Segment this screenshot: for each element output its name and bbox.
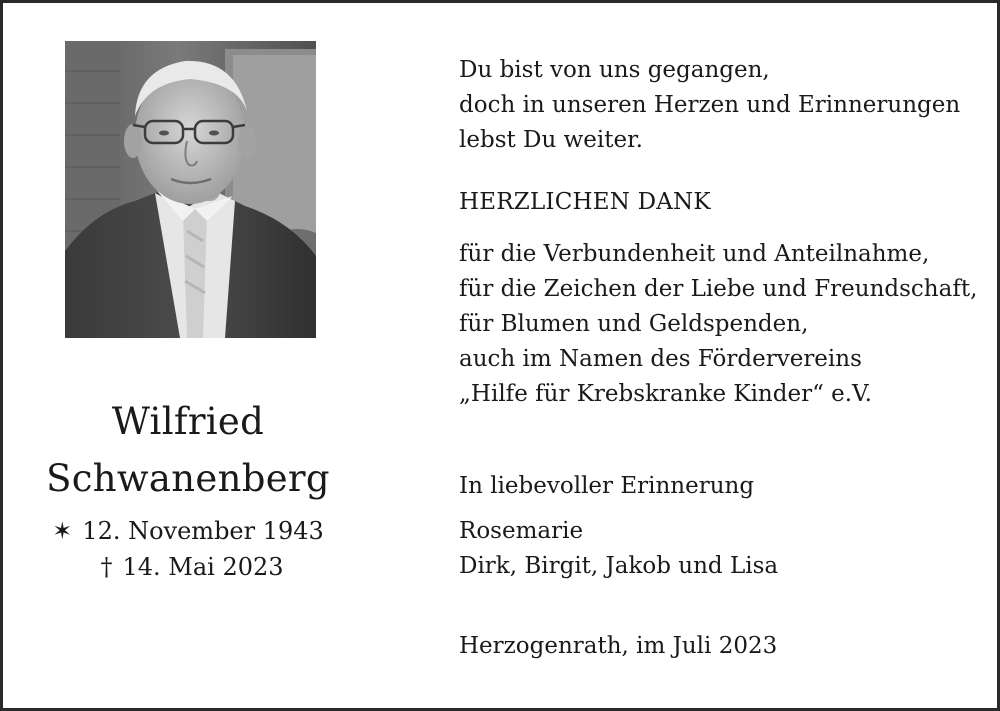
deceased-last-name: Schwanenberg — [46, 457, 330, 500]
birth-date: 12. November 1943 — [82, 517, 324, 545]
deceased-first-name: Wilfried — [111, 400, 265, 443]
poem-line: doch in unseren Herzen und Erinnerungen — [459, 92, 961, 118]
memory-intro: In liebevoller Erinnerung — [459, 473, 755, 499]
thanks-line: auch im Namen des Fördervereins — [459, 346, 862, 372]
death-date: 14. Mai 2023 — [122, 553, 284, 581]
star-icon: ✶ — [52, 517, 73, 545]
thanks-line: für die Zeichen der Liebe und Freundschaft, — [459, 276, 978, 302]
portrait-image — [65, 41, 316, 338]
thanks-heading: HERZLICHEN DANK — [459, 189, 711, 215]
death-date-line — [37, 550, 347, 584]
poem-line: Du bist von uns gegangen, — [459, 57, 770, 83]
thanks-line: „Hilfe für Krebskranke Kinder“ e.V. — [459, 381, 872, 407]
thanks-line: für die Verbundenheit und Anteilnahme, — [459, 241, 930, 267]
family-name-line: Dirk, Birgit, Jakob und Lisa — [459, 553, 779, 579]
family-names — [459, 514, 778, 584]
thanks-line: für Blumen und Geldspenden, — [459, 311, 809, 337]
place-date: Herzogenrath, im Juli 2023 — [459, 633, 778, 659]
poem — [459, 53, 960, 158]
poem-line: lebst Du weiter. — [459, 127, 643, 153]
thanks-text — [459, 237, 977, 412]
family-name-line: Rosemarie — [459, 518, 584, 544]
birth-date-line — [33, 514, 343, 548]
portrait-photo — [65, 41, 316, 338]
cross-icon: † — [100, 553, 113, 581]
